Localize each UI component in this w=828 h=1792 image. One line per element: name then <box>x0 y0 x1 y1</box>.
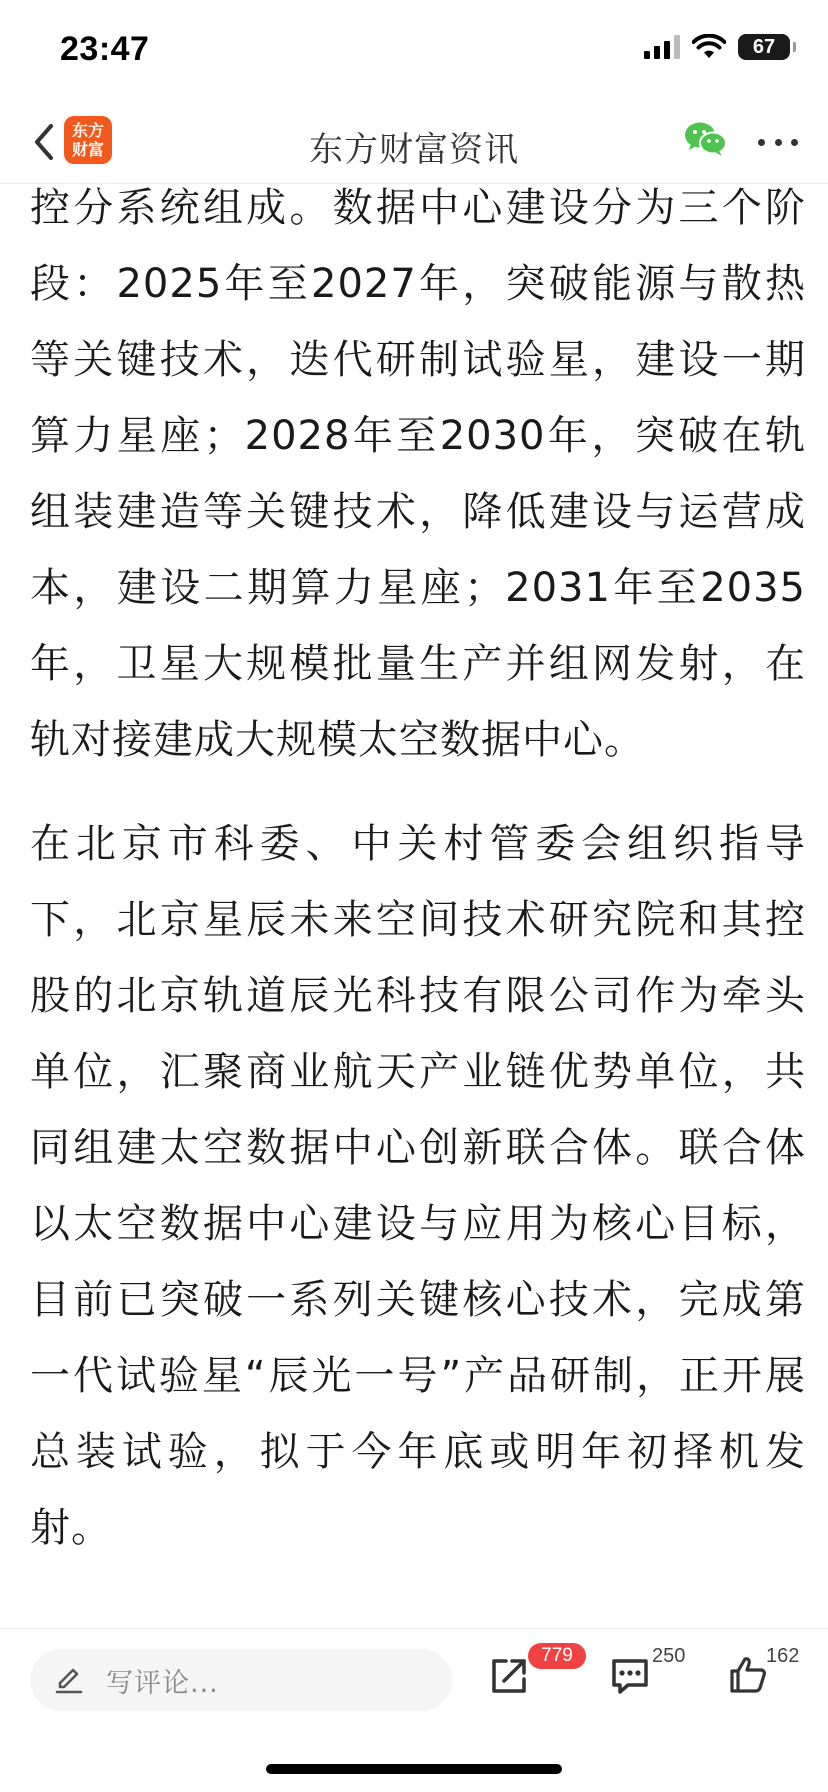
comment-placeholder: 写评论... <box>106 1667 219 1699</box>
pen-icon <box>54 1665 84 1695</box>
status-time: 23:47 <box>60 30 150 68</box>
wechat-share-icon[interactable] <box>684 120 728 162</box>
home-indicator[interactable] <box>266 1764 562 1774</box>
comments-button[interactable] <box>608 1653 652 1701</box>
wifi-icon <box>692 34 726 60</box>
comment-count: 250 <box>652 1645 686 1667</box>
comment-input[interactable] <box>30 1649 452 1711</box>
like-count: 162 <box>766 1645 800 1667</box>
article-body <box>30 170 806 1566</box>
like-button[interactable] <box>726 1653 770 1701</box>
status-bar <box>0 0 828 100</box>
article-paragraph: 控分系统组成。数据中心建设分为三个阶段：2025年至2027年，突破能源与散热等关键技术，迭代研制试验星，建设一期算力星座；2028年至2030年，突破在轨组装建造等关键技术，降低建设与运营成本，建设二期算力星座；2031年至2035年，卫星大规模批量生产并组网发射，在轨对接建成大规模太空数据中心。 <box>30 185 806 763</box>
comment-bubble-icon <box>608 1653 652 1697</box>
thumbs-up-icon <box>726 1653 770 1697</box>
share-button[interactable] <box>488 1653 532 1701</box>
cellular-signal-icon <box>644 35 680 59</box>
share-icon <box>488 1653 532 1697</box>
more-options-icon[interactable] <box>758 124 798 160</box>
battery-icon: 67 <box>738 34 790 60</box>
share-count-badge: 779 <box>528 1643 586 1669</box>
logo-line-2: 财富 <box>71 140 104 159</box>
status-icons <box>644 34 790 60</box>
logo-line-1: 东方 <box>71 121 104 140</box>
page-title: 东方财富资讯 <box>309 130 519 170</box>
article-paragraph: 在北京市科委、中关村管委会组织指导下，北京星辰未来空间技术研究院和其控股的北京轨道辰光科技有限公司作为牵头单位，汇聚商业航天产业链优势单位，共同组建太空数据中心创新联合体。联合体以太空数据中心建设与应用为核心目标，目前已突破一系列关键核心技术，完成第一代试验星“辰光一号”产品研制，正开展总装试验，拟于今年底或明年初择机发射。 <box>30 821 806 1551</box>
